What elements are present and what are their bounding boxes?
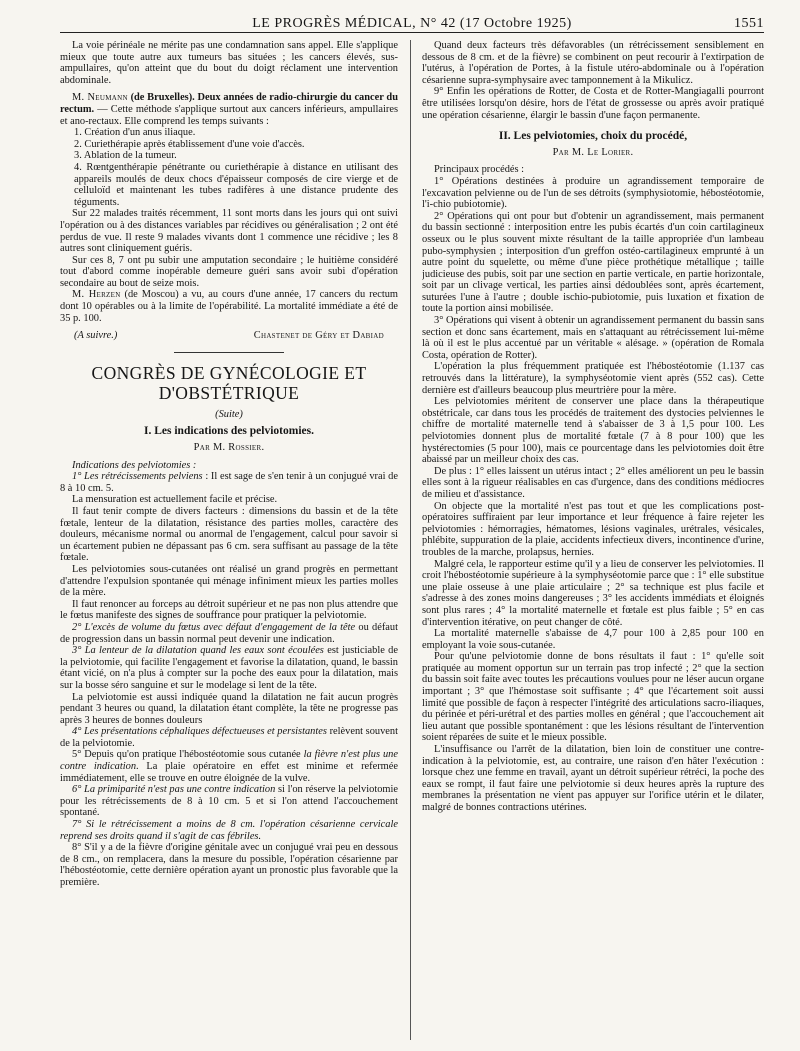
separator-rule — [174, 352, 284, 353]
section-title: CONGRÈS DE GYNÉCOLOGIE ET D'OBSTÉTRIQUE — [91, 362, 367, 403]
article-byline: Par M. Rossier. — [193, 442, 265, 454]
indication-4 — [60, 726, 398, 749]
list-item: 1. Création d'un anus iliaque. — [74, 127, 196, 139]
paragraph: 3° Opérations qui visent à obtenir un agrandissement permanent du bassin sans section et donc sans écartement, mais en s'attaquant au rétrécissement lui-même là où il est le plus accentué par un véritable « alésage. » (opération de Romala Costa, opération de Rotter). — [422, 315, 764, 361]
indication-lead: la fièvre n'est plus une contre indication — [60, 749, 398, 773]
indication-text: relèvent souvent de la pelviotomie. — [60, 726, 398, 749]
paragraph: Malgré cela, le rapporteur estime qu'il y a lieu de conserver les pelviotomies. Il croit l'hébostéotomie supérieure à la symphyséotomie parce que : 1° elle substitue une plaie osseuse à une plaie articulaire ; 2° sa technique est plus facile et s'adresse à des zones moins dangereuses ; 3° les accidents immédiats et éloignés sont plus rares ; 4° la mortalité maternelle et fœtale est plus faible ; 5° en cas d'intervention itérative, on peut changer de côté. — [422, 558, 764, 628]
paragraph: Il faut renoncer au forceps au détroit supérieur et ne pas non plus attendre que le fœtus manifeste des signes de souffrance pour pratiquer la pelviotomie. — [60, 598, 398, 622]
paragraph: Il faut tenir compte de divers facteurs : dimensions du bassin et de la tête fœtale, lenteur de la dilatation, résistance des parties molles, caractère des douleurs, mécanisme normal ou anormal de l'engagement, calcul pour savoir si un écartement pubien ne dépassant pas 6 cm. sera suffisant au passage de la tête fœtale. — [60, 506, 398, 564]
article-title: I. Les indications des pelviotomies. — [144, 425, 314, 438]
indication-text: ou défaut de progression dans un bassin normal peut devenir une indication. — [60, 621, 398, 645]
section-subtitle: (Suite) — [215, 408, 243, 420]
paragraph: L'opération la plus fréquemment pratiquée est l'hébostéotomie (1.137 cas retrouvés dans la littérature), la symphyséotomie vient après (552 cas). Cette dernière est d'ailleurs beaucoup plus meurtrière pour la mère. — [422, 361, 764, 396]
list-item: 2. Curiethérapie après établissement d'une voie d'accès. — [74, 138, 305, 150]
to-be-continued: (A suivre.) — [74, 330, 118, 342]
paragraph: La mensuration est actuellement facile et précise. — [72, 494, 278, 506]
paragraph-herzen — [60, 289, 398, 324]
indication-5 — [60, 749, 398, 784]
paragraph: 9° Enfin les opérations de Rotter, de Costa et de Rotter-Mangiagalli pourront être utilisées lorsqu'on désire, hors de l'état de grossesse ou après avoir pratiqué une opération césarienne, élargir le bassin d'une façon permanente. — [422, 86, 764, 121]
indication-2 — [60, 622, 398, 645]
paragraph: La mortalité maternelle s'abaisse de 4,7 pour 100 à 2,85 pour 100 en employant la voie sous-cutanée. — [422, 628, 764, 651]
indication-text: si l'on réserve la pelviotomie pour les rétrécissements de 8 à 10 cm. 5 et si l'on attend l'accouchement spontané. — [60, 784, 398, 819]
header-rule — [60, 32, 764, 33]
paragraph-text: — Cette méthode s'applique surtout aux cancers inférieurs, ampullaires et ano-rectaux. Elle comprend les temps suivants : — [60, 103, 398, 127]
indication-text: : Il est sage de s'en tenir à un conjugué vrai de 8 à 10 cm. 5. — [60, 471, 398, 494]
indication-3 — [60, 645, 398, 691]
paragraph: La voie périnéale ne mérite pas une condamnation sans appel. Elle s'applique mieux que toute autre aux tumeurs bas situées ; les cancers élevés, sus-ampullaires, qu'on atteint que du bout du doigt réclament une intervention abdominale. — [60, 40, 398, 86]
signatories: Chastenet de Géry et Dabiad — [253, 330, 384, 342]
paragraph: 1° Opérations destinées à produire un agrandissement temporaire de l'excavation pelvienne ou de l'un de ses détroits (symphysiotomie, hébostéotomie, l'i-chio pubiotomie). — [422, 175, 764, 211]
indication-lead: 6° La primiparité n'est pas une contre indication — [72, 784, 276, 796]
indication-8: 8° S'il y a de la fièvre d'origine génitale avec un conjugué vrai peu en dessous de 8 cm., on remplacera, dans la mesure du possible, l'opération césarienne par l'hébostéotomie, cette dernière opération ayant un pronostic plus favorable que la première. — [60, 842, 398, 888]
indication-lead: 2° L'excès de volume du fœtus avec défaut d'engagement de la tête — [72, 621, 356, 633]
left-column — [60, 40, 398, 1045]
page-header — [60, 10, 764, 38]
signature-line — [60, 330, 398, 342]
indication-1 — [60, 471, 398, 494]
paragraph: De plus : 1° elles laissent un utérus intact ; 2° elles améliorent un peu le bassin elles sont à la rigueur réalisables en cas d'urgence, dans des conditions médiocres de milieu et d'assistance. — [422, 465, 764, 500]
paragraph: Sur ces 8, 7 ont pu subir une amputation secondaire ; le huitième considéré tout d'abord comme inopérable demeure guéri sans avoir subi d'opération secondaire au bout de seize mois. — [60, 254, 398, 289]
indication-7: 7° Si le rétrécissement a moins de 8 cm. l'opération césarienne cervicale reprend ses droits quand il s'agit de cas fébriles. — [60, 819, 398, 842]
paragraph-neumann — [60, 92, 398, 127]
paragraph: On objecte que la mortalité n'est pas tout et que les complications post-opératoires suffiraient par leur importance et leur fréquence à faire rejeter les pelviotomies : hémorragies, hématomes, lésions vaginales, urétrales, vésicales, phlébite, suppuration de la plaie, accidents infectieux divers, incontinence d'urine, troubles de la marche, prolapsus, hernies. — [422, 500, 764, 558]
paragraph: Quand deux facteurs très défavorables (un rétrécissement sensiblement en dessous de 8 cm. et de la fièvre) se combinent on peut recourir à l'extirpation de l'utérus, à l'opération de Portes, à la fistule utéro-abdominale ou à l'opération césarienne supra-symphysaire avec tamponnement à la Mikulicz. — [422, 40, 764, 86]
indication-6 — [60, 784, 398, 819]
indication-lead: 4° Les présentations céphaliques défectueuses et persistantes — [72, 726, 327, 738]
article-byline: Par M. Le Lorier. — [552, 146, 634, 158]
paragraph: Les pelviotomies sous-cutanées ont réalisé un grand progrès en permettant d'attendre l'expulsion spontanée qui ménage infiniment mieux les parties molles de la mère. — [60, 563, 398, 599]
talk-title: (de Bruxelles). Deux années de radio-chirurgie du cancer du rectum. — [60, 92, 398, 115]
indication-lead: 1° Les rétrécissements pelviens — [72, 471, 203, 483]
page-number: 1551 — [734, 16, 764, 31]
indication-text: est justiciable de la pelviotomie, qui facilite l'engagement et favorise la dilatation, quand, le bassin étant vicié, on n'a plus à compter sur la poche des eaux pour la dilatation, mais sur la bosse séro sanguine et sur le modelage si lent de la tête. — [60, 645, 398, 691]
indication-lead: 3° La lenteur de la dilatation quand les eaux sont écoulées — [72, 645, 324, 657]
running-title: LE PROGRÈS MÉDICAL, N° 42 (17 Octobre 1925) — [252, 16, 572, 31]
paragraph: Pour qu'une pelviotomie donne de bons résultats il faut : 1° qu'elle soit pratiquée au moment opportun sur un terrain pas trop infecté ; 2° que la section du bassin soit faite avec toutes les précautions voulues pour ne léser aucun organe important ; 3° que l'hémostase soit suffisante ; 4° que l'écartement soit aussi limité que possible de façon à respecter l'intégrité des articulations sacro-iliaques, du périnée et péri-urétral et des parties molles en général ; que l'accouchement ait lieu autant que possible spontanément : que les lésions résultant de l'intervention soient réparées de suite et le mieux possible. — [422, 651, 764, 744]
paragraph: 2° Opérations qui ont pour but d'obtenir un agrandissement, mais permanent du bassin sectionné : interposition entre les pubis écartés d'un coin cartilagineux osseux ou le plus souvent mixte résultant de la taille appropriée d'un lambeau pubo-symphysien ; interposition d'un greffon ostéo-cartilagineux emprunté à un autre point du squelette, ou même d'une pièce prothétique métallique ; taille judicieuse des pubis, soit par une section en partie verticale, en partie horizontale, soit par un clivage vertical, les parties ainsi dédoublées sont, après écartement, suturées l'une à l'autre ; double ischio-pubiotomie, puis luxation et fixation de toute la portion ainsi mobilisée. — [422, 210, 764, 315]
list-item: 4. Rœntgenthérapie pénétrante ou curiethérapie à distance en utilisant des appareils moulés de deux chocs d'épaisseur composés de cire vierge et de celluloïd et maintenant les tubes radifères à une distance prudente des téguments. — [74, 161, 398, 208]
procedures-heading: Principaux procédés : — [434, 164, 525, 176]
indications-heading: Indications des pelviotomies : — [72, 459, 197, 471]
paragraph: La pelviotomie est aussi indiquée quand la dilatation ne fait aucun progrès pendant 3 heures ou quand, la dilatation étant complète, la tête ne progresse pas après 3 heures de bonnes douleurs — [60, 691, 398, 726]
paragraph-text: (de Moscou) a vu, au cours d'une année, 17 cancers du rectum dont 10 opérables ou à la limite de l'opérabilité. La mortalité immédiate a été de 35 p. 100. — [60, 289, 398, 324]
paragraph: L'insuffisance ou l'arrêt de la dilatation, bien loin de constituer une contre-indication à la pelviotomie, est, au contraire, une raison d'en hâter l'exécution : lorsque chez une femme en travail, ayant un détroit supérieur rétréci, la poche des eaux se rompt, il faut faire une pelviotomie si deux heures après la rupture des membranes la présentation ne vient pas appuyer sur l'orifice utérin et le dilater, malgré de bonnes contractions utérines. — [422, 744, 764, 813]
indication-text: 5° Depuis qu'on pratique l'hébostéotomie sous cutanée — [72, 749, 304, 761]
indication-text: . La plaie opératoire en effet est minime et refermée immédiatement, elle se trouve en outre éloignée de la vulve. — [60, 761, 398, 784]
article-title: II. Les pelviotomies, choix du procédé, — [498, 130, 688, 143]
paragraph: Sur 22 malades traités récemment, 11 sont morts dans les jours qui ont suivi l'opération ou à des distances variables par récidives ou généralisation ; 2 ont été perdus de vue. Il reste 9 malades vivants dont 1 commence une récidive ; les 8 autres sont cliniquement guéris. — [60, 208, 398, 255]
right-column — [422, 40, 764, 1045]
author-name: M. Neumann — [72, 92, 128, 104]
list-item: 3. Ablation de la tumeur. — [74, 150, 177, 162]
author-name: M. Herzen — [72, 289, 121, 301]
paragraph: Les pelviotomies méritent de conserver une place dans la thérapeutique obstétricale, car dans tous les procédés de traitement des dystocies pelviennes le chiffre de mortalité maternelle tend à s'abaisser de 3 à 1,5 pour 100. Les pelviotomies donnent plus de mortalité fœtale (7 à 8 pour 100) que les hystérectomies (5 pour 100), mais ce pourcentage dans les pelviotomies doit être abaissé par un meilleur choix des cas. — [422, 396, 764, 466]
column-divider — [410, 40, 411, 1040]
